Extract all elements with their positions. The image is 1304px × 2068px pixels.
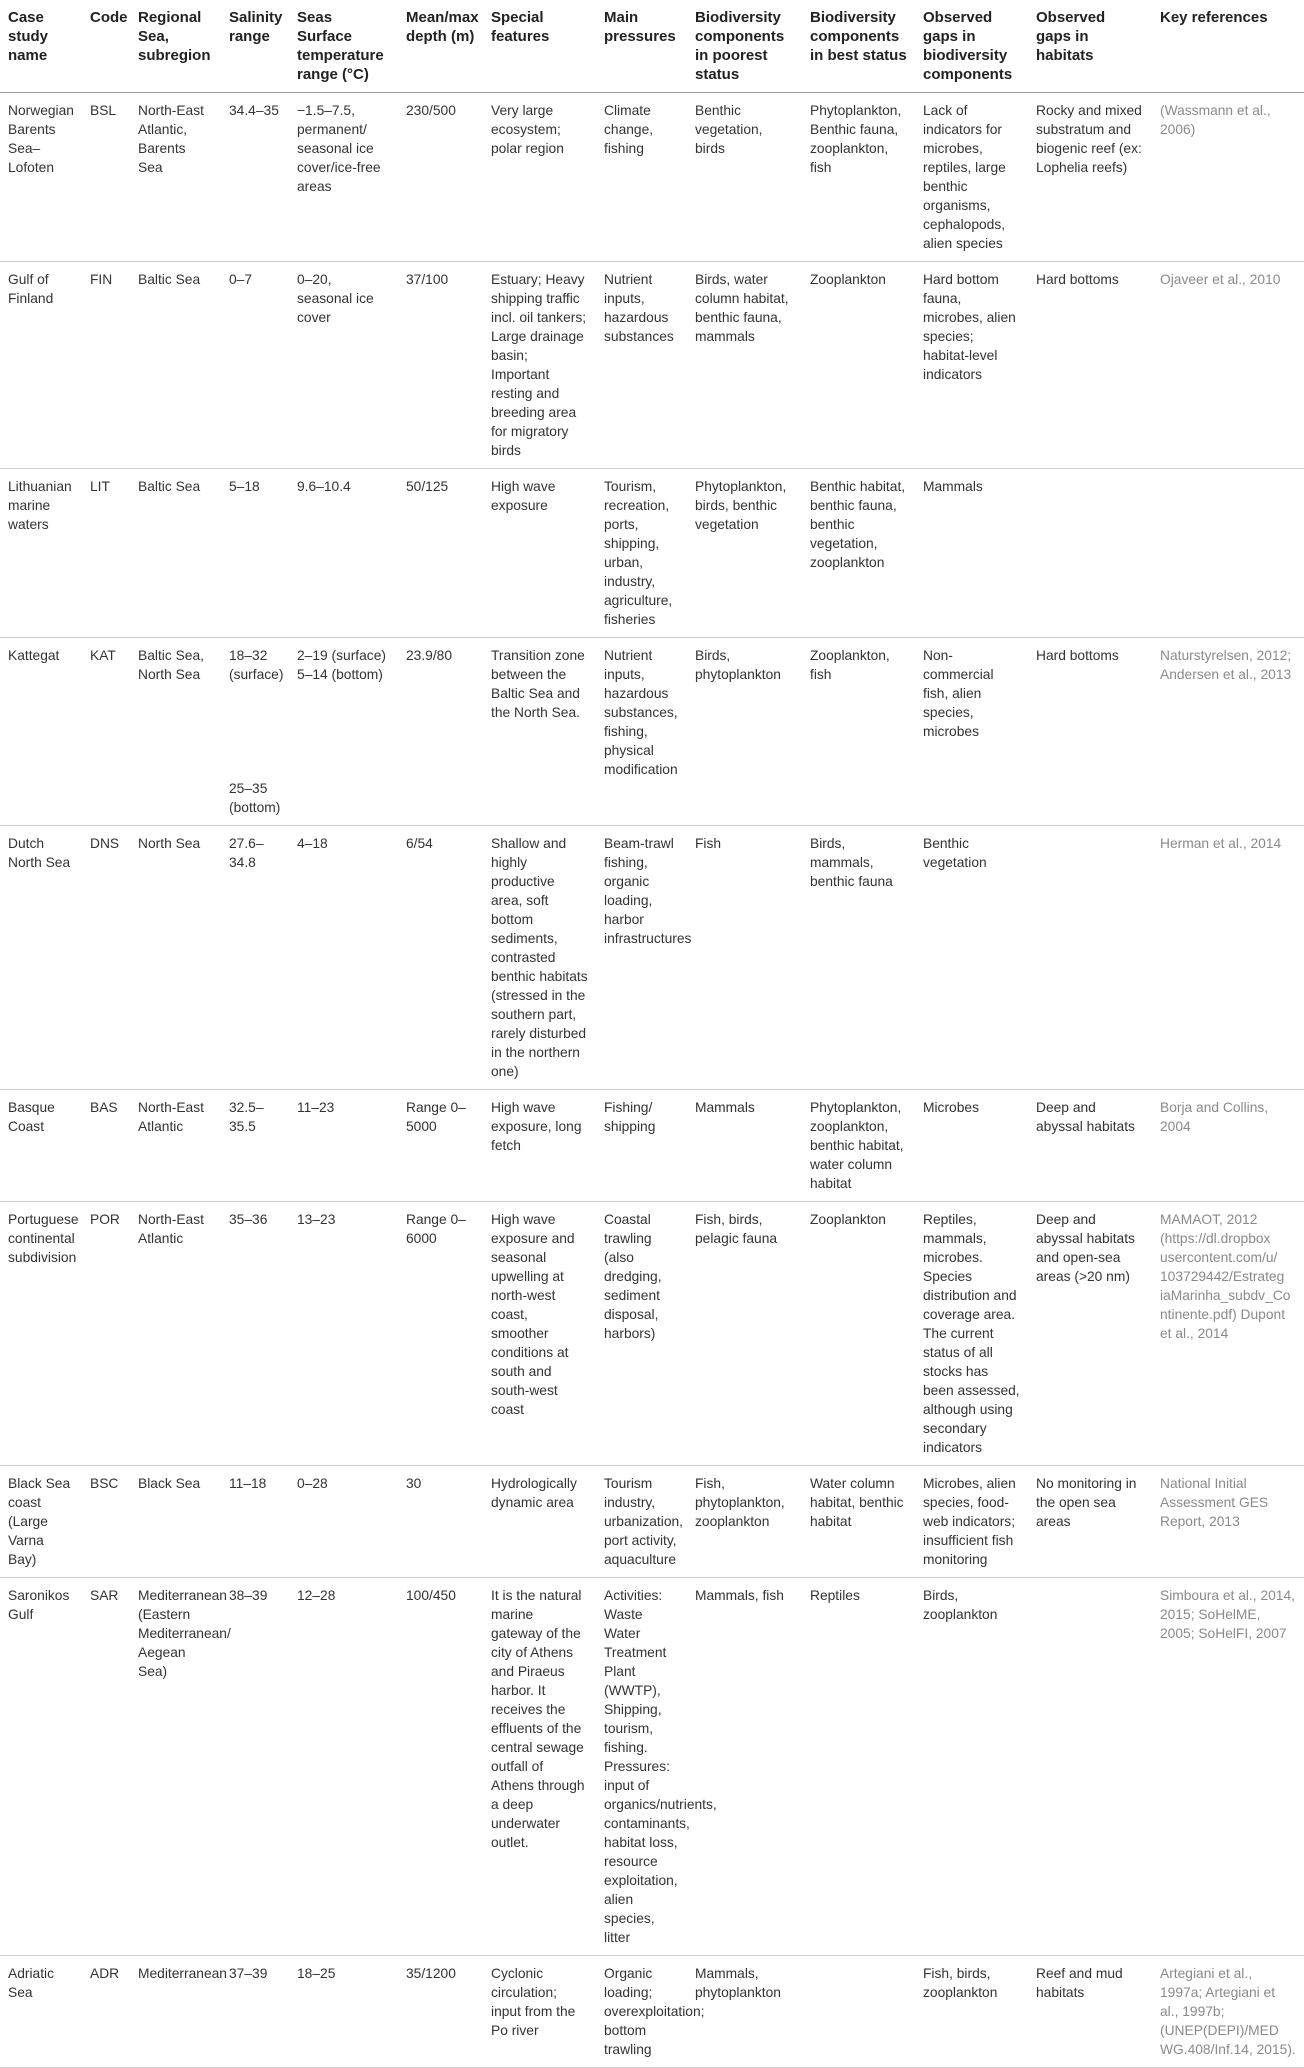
cell-best-status bbox=[802, 638, 915, 826]
cell-special-features bbox=[483, 826, 596, 1090]
cell-depth bbox=[398, 469, 483, 638]
case-study-name-text: Basque Coast bbox=[8, 1100, 55, 1134]
salinity-text: 18–32 (surface) 25–35 (bottom) bbox=[229, 648, 284, 815]
depth-text: 100/450 bbox=[406, 1588, 456, 1603]
cell-temperature bbox=[289, 469, 398, 638]
key-references-text: Herman et al., 2014 bbox=[1160, 836, 1282, 851]
header-salinity: Salinity range bbox=[229, 9, 283, 45]
header-gaps-habitats: Observed gaps in habitats bbox=[1036, 9, 1106, 64]
main-pressures-text: Coastal trawling (also dredging, sediment disposal, harbors) bbox=[604, 1212, 662, 1341]
salinity-text: 11–18 bbox=[229, 1476, 267, 1491]
gaps-biodiversity-text: Birds, zooplankton bbox=[923, 1588, 998, 1622]
key-references-text: Naturstyrelsen, 2012; Andersen et al., 2013 bbox=[1160, 648, 1292, 682]
special-features-text: High wave exposure bbox=[491, 479, 556, 513]
cell-main-pressures bbox=[596, 1090, 687, 1202]
cell-regional-sea bbox=[130, 826, 221, 1090]
poorest-status-text: Fish, phytoplankton, zooplankton bbox=[695, 1476, 785, 1529]
cell-gaps-habitats bbox=[1028, 638, 1152, 826]
poorest-status-text: Fish, birds, pelagic fauna bbox=[695, 1212, 778, 1246]
cell-poorest-status bbox=[687, 1578, 802, 1956]
cell-key-references bbox=[1152, 826, 1304, 1090]
table-row bbox=[0, 1202, 1304, 1466]
case-study-name-text: Dutch North Sea bbox=[8, 836, 71, 870]
cell-poorest-status bbox=[687, 638, 802, 826]
best-status-text: Benthic habitat, benthic fauna, benthic vegetation, zooplankton bbox=[810, 479, 906, 570]
cell-key-references bbox=[1152, 1202, 1304, 1466]
header-regional-sea: Regional Sea, subregion bbox=[138, 9, 211, 64]
code-text: DNS bbox=[90, 836, 120, 851]
cell-case-study-name bbox=[0, 826, 82, 1090]
best-status-text: Phytoplankton, zooplankton, benthic habitat, water column habitat bbox=[810, 1100, 904, 1191]
cell-case-study-name bbox=[0, 1090, 82, 1202]
temperature-text: 13–23 bbox=[297, 1212, 336, 1227]
cell-temperature bbox=[289, 262, 398, 469]
main-pressures-text: Climate change, fishing bbox=[604, 103, 654, 156]
depth-text: 6/54 bbox=[406, 836, 433, 851]
cell-gaps-habitats bbox=[1028, 826, 1152, 1090]
cell-gaps-biodiversity bbox=[915, 638, 1028, 826]
cell-key-references bbox=[1152, 262, 1304, 469]
header-temperature: Seas Surface temperature range (°C) bbox=[297, 9, 384, 83]
regional-sea-text: Baltic Sea bbox=[138, 272, 201, 287]
cell-depth bbox=[398, 1956, 483, 2068]
cell-depth bbox=[398, 93, 483, 262]
cell-best-status bbox=[802, 262, 915, 469]
poorest-status-text: Fish bbox=[695, 836, 722, 851]
regional-sea-text: Baltic Sea bbox=[138, 479, 201, 494]
cell-regional-sea bbox=[130, 469, 221, 638]
cell-special-features bbox=[483, 1202, 596, 1466]
regional-sea-text: North-East Atlantic bbox=[138, 1100, 204, 1134]
temperature-text: 4–18 bbox=[297, 836, 328, 851]
cell-special-features bbox=[483, 262, 596, 469]
depth-text: 23.9/80 bbox=[406, 648, 453, 663]
cell-temperature bbox=[289, 1202, 398, 1466]
cell-depth bbox=[398, 1578, 483, 1956]
cell-regional-sea bbox=[130, 262, 221, 469]
cell-gaps-biodiversity bbox=[915, 1090, 1028, 1202]
gaps-biodiversity-text: Microbes, alien species, food-web indicators; insufficient fish monitoring bbox=[923, 1476, 1016, 1567]
key-references-text: Simboura et al., 2014, 2015; SoHelME, 2005; SoHelFI, 2007 bbox=[1160, 1588, 1295, 1641]
case-study-name-text: Adriatic Sea bbox=[8, 1966, 55, 2000]
cell-salinity bbox=[221, 826, 289, 1090]
code-text: BAS bbox=[90, 1100, 118, 1115]
temperature-text: 12–28 bbox=[297, 1588, 336, 1603]
cell-salinity bbox=[221, 1578, 289, 1956]
salinity-text: 35–36 bbox=[229, 1212, 268, 1227]
poorest-status-text: Birds, phytoplankton bbox=[695, 648, 781, 682]
cell-regional-sea bbox=[130, 1466, 221, 1578]
salinity-text: 32.5–35.5 bbox=[229, 1100, 264, 1134]
gaps-biodiversity-text: Benthic vegetation bbox=[923, 836, 987, 870]
key-references-text: (Wassmann et al., 2006) bbox=[1160, 103, 1271, 137]
cell-best-status bbox=[802, 1466, 915, 1578]
depth-text: 50/125 bbox=[406, 479, 449, 494]
special-features-text: High wave exposure, long fetch bbox=[491, 1100, 582, 1153]
best-status-text: Zooplankton bbox=[810, 272, 886, 287]
code-text: FIN bbox=[90, 272, 113, 287]
gaps-biodiversity-text: Hard bottom fauna, microbes, alien species; habitat-level indicators bbox=[923, 272, 1016, 382]
key-references-text: Borja and Collins, 2004 bbox=[1160, 1100, 1269, 1134]
gaps-habitats-text: Deep and abyssal habitats bbox=[1036, 1100, 1135, 1134]
code-text: KAT bbox=[90, 648, 116, 663]
header-best-status: Biodiversity components in best status bbox=[810, 9, 907, 64]
salinity-text: 37–39 bbox=[229, 1966, 268, 1981]
poorest-status-text: Mammals bbox=[695, 1100, 755, 1115]
cell-case-study-name bbox=[0, 262, 82, 469]
cell-gaps-habitats bbox=[1028, 1466, 1152, 1578]
main-pressures-text: Nutrient inputs, hazardous substances bbox=[604, 272, 674, 344]
table-row bbox=[0, 262, 1304, 469]
best-status-text: Reptiles bbox=[810, 1588, 860, 1603]
cell-poorest-status bbox=[687, 1956, 802, 2068]
cell-special-features bbox=[483, 1956, 596, 2068]
cell-main-pressures bbox=[596, 262, 687, 469]
temperature-text: 18–25 bbox=[297, 1966, 336, 1981]
cell-main-pressures bbox=[596, 1202, 687, 1466]
gaps-habitats-text: Deep and abyssal habitats and open-sea areas (>20 nm) bbox=[1036, 1212, 1135, 1284]
cell-gaps-habitats bbox=[1028, 469, 1152, 638]
cell-temperature bbox=[289, 1090, 398, 1202]
gaps-habitats-text: Rocky and mixed substratum and biogenic reef (ex: Lophelia reefs) bbox=[1036, 103, 1142, 175]
header-case-study-name: Case study name bbox=[8, 9, 49, 64]
main-pressures-text: Fishing/ shipping bbox=[604, 1100, 656, 1134]
cell-main-pressures bbox=[596, 1578, 717, 1956]
cell-gaps-biodiversity bbox=[915, 469, 1028, 638]
cell-code bbox=[82, 826, 130, 1090]
cell-main-pressures bbox=[596, 1956, 705, 2068]
cell-poorest-status bbox=[687, 469, 802, 638]
cell-gaps-biodiversity bbox=[915, 1578, 1028, 1956]
main-pressures-text: Tourism industry, urbanization, port activity, aquaculture bbox=[604, 1476, 684, 1567]
cell-regional-sea bbox=[130, 1090, 221, 1202]
cell-gaps-biodiversity bbox=[915, 1956, 1028, 2068]
cell-gaps-biodiversity bbox=[915, 826, 1028, 1090]
header-code: Code bbox=[90, 9, 128, 26]
temperature-text: 9.6–10.4 bbox=[297, 479, 351, 494]
cell-code bbox=[82, 1466, 130, 1578]
table-row bbox=[0, 1956, 1304, 2068]
table-row bbox=[0, 469, 1304, 638]
cell-best-status bbox=[802, 826, 915, 1090]
table-row bbox=[0, 826, 1304, 1090]
regional-sea-text: Mediterranean bbox=[138, 1966, 227, 1981]
cell-code bbox=[82, 262, 130, 469]
key-references-text: Artegiani et al., 1997a; Artegiani et al., 1997b; (UNEP(DEPI)/MED WG.408/Inf.14, 2015). bbox=[1160, 1966, 1296, 2057]
cell-salinity bbox=[221, 469, 289, 638]
depth-text: 37/100 bbox=[406, 272, 449, 287]
case-study-name-text: Black Sea coast (Large Varna Bay) bbox=[8, 1476, 71, 1567]
cell-depth bbox=[398, 638, 483, 826]
case-study-name-text: Portuguese continental subdivision bbox=[8, 1212, 79, 1265]
cell-code bbox=[82, 1578, 130, 1956]
cell-special-features bbox=[483, 93, 596, 262]
table-row bbox=[0, 1090, 1304, 1202]
temperature-text: 2–19 (surface) 5–14 (bottom) bbox=[297, 648, 386, 682]
cell-salinity bbox=[221, 262, 289, 469]
special-features-text: Transition zone between the Baltic Sea and the North Sea. bbox=[491, 648, 585, 720]
special-features-text: Hydrologically dynamic area bbox=[491, 1476, 577, 1510]
cell-best-status bbox=[802, 1202, 915, 1466]
code-text: ADR bbox=[90, 1966, 120, 1981]
code-text: SAR bbox=[90, 1588, 119, 1603]
cell-regional-sea bbox=[130, 638, 221, 826]
salinity-text: 5–18 bbox=[229, 479, 260, 494]
cell-special-features bbox=[483, 638, 596, 826]
cell-case-study-name bbox=[0, 469, 82, 638]
cell-code bbox=[82, 1202, 130, 1466]
cell-key-references bbox=[1152, 1578, 1304, 1956]
code-text: POR bbox=[90, 1212, 120, 1227]
gaps-habitats-text: Reef and mud habitats bbox=[1036, 1966, 1123, 2000]
cell-salinity bbox=[221, 1090, 289, 1202]
cell-key-references bbox=[1152, 1956, 1304, 2068]
salinity-text: 27.6–34.8 bbox=[229, 836, 264, 870]
table-row bbox=[0, 93, 1304, 262]
cell-code bbox=[82, 638, 130, 826]
best-status-text: Water column habitat, benthic habitat bbox=[810, 1476, 904, 1529]
cell-gaps-biodiversity bbox=[915, 93, 1028, 262]
cell-best-status bbox=[802, 1090, 915, 1202]
cell-gaps-biodiversity bbox=[915, 1202, 1028, 1466]
header-poorest-status: Biodiversity components in poorest status bbox=[695, 9, 785, 83]
cell-salinity bbox=[221, 1956, 289, 2068]
cell-special-features bbox=[483, 1090, 596, 1202]
code-text: LIT bbox=[90, 479, 110, 494]
cell-gaps-habitats bbox=[1028, 1202, 1152, 1466]
cell-case-study-name bbox=[0, 1466, 82, 1578]
cell-main-pressures bbox=[596, 826, 692, 1090]
cell-gaps-habitats bbox=[1028, 1090, 1152, 1202]
cell-case-study-name bbox=[0, 1956, 82, 2068]
gaps-habitats-text: No monitoring in the open sea areas bbox=[1036, 1476, 1137, 1529]
cell-regional-sea bbox=[130, 1578, 231, 1956]
cell-poorest-status bbox=[687, 262, 802, 469]
special-features-text: Shallow and highly productive area, soft bottom sediments, contrasted benthic habitats (stressed in the southern part, rarely disturbed in the northern one) bbox=[491, 836, 588, 1079]
cell-main-pressures bbox=[596, 469, 687, 638]
temperature-text: 0–20, seasonal ice cover bbox=[297, 272, 374, 325]
code-text: BSL bbox=[90, 103, 117, 118]
best-status-text: Zooplankton, fish bbox=[810, 648, 890, 682]
case-study-name-text: Kattegat bbox=[8, 648, 60, 663]
cell-temperature bbox=[289, 1956, 398, 2068]
gaps-habitats-text: Hard bottoms bbox=[1036, 648, 1119, 663]
case-study-name-text: Gulf of Finland bbox=[8, 272, 54, 306]
cell-code bbox=[82, 1090, 130, 1202]
cell-gaps-biodiversity bbox=[915, 1466, 1028, 1578]
depth-text: 30 bbox=[406, 1476, 422, 1491]
table-body bbox=[0, 93, 1304, 2068]
poorest-status-text: Birds, water column habitat, benthic fauna, mammals bbox=[695, 272, 789, 344]
cell-main-pressures bbox=[596, 93, 687, 262]
gaps-biodiversity-text: Reptiles, mammals, microbes. Species distribution and coverage area. The current status of all stocks has been assessed, although using secondary indicators bbox=[923, 1212, 1020, 1455]
cell-key-references bbox=[1152, 93, 1304, 262]
best-status-text: Zooplankton bbox=[810, 1212, 886, 1227]
main-pressures-text: Nutrient inputs, hazardous substances, fishing, physical modification bbox=[604, 648, 678, 777]
depth-text: Range 0–6000 bbox=[406, 1212, 466, 1246]
key-references-text: Ojaveer et al., 2010 bbox=[1160, 272, 1281, 287]
cell-case-study-name bbox=[0, 1202, 82, 1466]
cell-best-status bbox=[802, 1578, 915, 1956]
cell-salinity bbox=[221, 93, 289, 262]
gaps-biodiversity-text: Fish, birds, zooplankton bbox=[923, 1966, 998, 2000]
cell-poorest-status bbox=[687, 1466, 802, 1578]
cell-best-status bbox=[802, 1956, 915, 2068]
main-pressures-text: Activities: Waste Water Treatment Plant (WWTP), Shipping, tourism, fishing. Pressures: input of organics/nutrients, contaminants, habitat loss, resource exploitation, alien species, litter bbox=[604, 1588, 717, 1945]
cell-salinity bbox=[221, 1202, 289, 1466]
header-main-pressures: Main pressures bbox=[604, 9, 676, 45]
special-features-text: It is the natural marine gateway of the city of Athens and Piraeus harbor. It receives the effluents of the central sewage outfall of Athens through a deep underwater outlet. bbox=[491, 1588, 585, 1850]
cell-temperature bbox=[289, 93, 398, 262]
cell-salinity bbox=[221, 1466, 289, 1578]
cell-depth bbox=[398, 1202, 483, 1466]
table-row bbox=[0, 1466, 1304, 1578]
cell-temperature bbox=[289, 1578, 398, 1956]
cell-gaps-habitats bbox=[1028, 262, 1152, 469]
depth-text: 230/500 bbox=[406, 103, 456, 118]
poorest-status-text: Phytoplankton, birds, benthic vegetation bbox=[695, 479, 787, 532]
cell-temperature bbox=[289, 1466, 398, 1578]
key-references-text: MAMAOT, 2012 (https://dl.dropbox usercontent.com/u/ 103729442/Estrateg iaMarinha_subdv_Co ntinente.pdf) Dupont et al., 2014 bbox=[1160, 1212, 1291, 1341]
cell-gaps-habitats bbox=[1028, 93, 1152, 262]
temperature-text: 0–28 bbox=[297, 1476, 328, 1491]
cell-key-references bbox=[1152, 1090, 1304, 1202]
case-study-name-text: Saronikos Gulf bbox=[8, 1588, 70, 1622]
cell-case-study-name bbox=[0, 638, 82, 826]
special-features-text: Estuary; Heavy shipping traffic incl. oil tankers; Large drainage basin; Important resting and breeding area for migratory birds bbox=[491, 272, 587, 458]
regional-sea-text: Baltic Sea, North Sea bbox=[138, 648, 204, 682]
cell-gaps-biodiversity bbox=[915, 262, 1028, 469]
poorest-status-text: Benthic vegetation, birds bbox=[695, 103, 763, 156]
best-status-text: Phytoplankton, Benthic fauna, zooplankton, fish bbox=[810, 103, 902, 175]
special-features-text: Very large ecosystem; polar region bbox=[491, 103, 564, 156]
header-gaps-biodiversity: Observed gaps in biodiversity components bbox=[923, 9, 1013, 83]
gaps-biodiversity-text: Non-commercial fish, alien species, microbes bbox=[923, 648, 994, 739]
cell-main-pressures bbox=[596, 638, 687, 826]
cell-main-pressures bbox=[596, 1466, 687, 1578]
gaps-biodiversity-text: Lack of indicators for microbes, reptiles, large benthic organisms, cephalopods, alien species bbox=[923, 103, 1006, 251]
salinity-text: 0–7 bbox=[229, 272, 253, 287]
cell-special-features bbox=[483, 469, 596, 638]
main-pressures-text: Tourism, recreation, ports, shipping, urban, industry, agriculture, fisheries bbox=[604, 479, 673, 627]
cell-best-status bbox=[802, 469, 915, 638]
poorest-status-text: Mammals, fish bbox=[695, 1588, 784, 1603]
code-text: BSC bbox=[90, 1476, 119, 1491]
cell-case-study-name bbox=[0, 1578, 82, 1956]
poorest-status-text: Mammals, phytoplankton bbox=[695, 1966, 781, 2000]
cell-regional-sea bbox=[130, 1956, 227, 2068]
cell-key-references bbox=[1152, 1466, 1304, 1578]
cell-poorest-status bbox=[687, 93, 802, 262]
cell-poorest-status bbox=[687, 826, 802, 1090]
cell-special-features bbox=[483, 1466, 596, 1578]
cell-temperature bbox=[289, 826, 398, 1090]
cell-depth bbox=[398, 1090, 483, 1202]
cell-gaps-habitats bbox=[1028, 1578, 1152, 1956]
cell-salinity bbox=[221, 638, 289, 826]
header-depth: Mean/max depth (m) bbox=[406, 9, 479, 45]
table-row bbox=[0, 1578, 1304, 1956]
best-status-text: Birds, mammals, benthic fauna bbox=[810, 836, 893, 889]
cell-regional-sea bbox=[130, 1202, 221, 1466]
gaps-biodiversity-text: Microbes bbox=[923, 1100, 979, 1115]
header-row bbox=[0, 0, 1304, 93]
cell-regional-sea bbox=[130, 93, 221, 262]
salinity-text: 38–39 bbox=[229, 1588, 268, 1603]
regional-sea-text: Black Sea bbox=[138, 1476, 201, 1491]
main-pressures-text: Organic loading; overexploitation; bottom trawling bbox=[604, 1966, 705, 2057]
temperature-text: 11–23 bbox=[297, 1100, 335, 1115]
main-pressures-text: Beam-trawl fishing, organic loading, harbor infrastructures bbox=[604, 836, 692, 946]
case-study-name-text: Lithuanian marine waters bbox=[8, 479, 72, 532]
gaps-habitats-text: Hard bottoms bbox=[1036, 272, 1119, 287]
cell-key-references bbox=[1152, 469, 1304, 638]
cell-depth bbox=[398, 826, 483, 1090]
cell-code bbox=[82, 1956, 130, 2068]
cell-special-features bbox=[483, 1578, 596, 1956]
salinity-text: 34.4–35 bbox=[229, 103, 279, 118]
cell-gaps-habitats bbox=[1028, 1956, 1152, 2068]
cell-key-references bbox=[1152, 638, 1304, 826]
cell-temperature bbox=[289, 638, 398, 826]
temperature-text: −1.5–7.5, permanent/ seasonal ice cover/ice-free areas bbox=[297, 103, 381, 194]
cell-code bbox=[82, 469, 130, 638]
header-key-references: Key references bbox=[1160, 9, 1268, 26]
cell-depth bbox=[398, 1466, 483, 1578]
depth-text: Range 0–5000 bbox=[406, 1100, 466, 1134]
cell-poorest-status bbox=[687, 1090, 802, 1202]
regional-sea-text: North-East Atlantic, Barents Sea bbox=[138, 103, 204, 175]
gaps-biodiversity-text: Mammals bbox=[923, 479, 983, 494]
regional-sea-text: Mediterranean (Eastern Mediterranean/ Aegean Sea) bbox=[138, 1588, 231, 1679]
cell-case-study-name bbox=[0, 93, 82, 262]
case-study-name-text: Norwegian Barents Sea–Lofoten bbox=[8, 103, 74, 175]
cell-depth bbox=[398, 262, 483, 469]
depth-text: 35/1200 bbox=[406, 1966, 456, 1981]
cell-best-status bbox=[802, 93, 915, 262]
cell-poorest-status bbox=[687, 1202, 802, 1466]
special-features-text: Cyclonic circulation; input from the Po river bbox=[491, 1966, 576, 2038]
cell-code bbox=[82, 93, 130, 262]
table-row bbox=[0, 638, 1304, 826]
special-features-text: High wave exposure and seasonal upwelling at north-west coast, smoother conditions at south and south-west coast bbox=[491, 1212, 575, 1417]
regional-sea-text: North Sea bbox=[138, 836, 201, 851]
key-references-text: National Initial Assessment GES Report, 2013 bbox=[1160, 1476, 1269, 1529]
header-special-features: Special features bbox=[491, 9, 550, 45]
regional-sea-text: North-East Atlantic bbox=[138, 1212, 204, 1246]
